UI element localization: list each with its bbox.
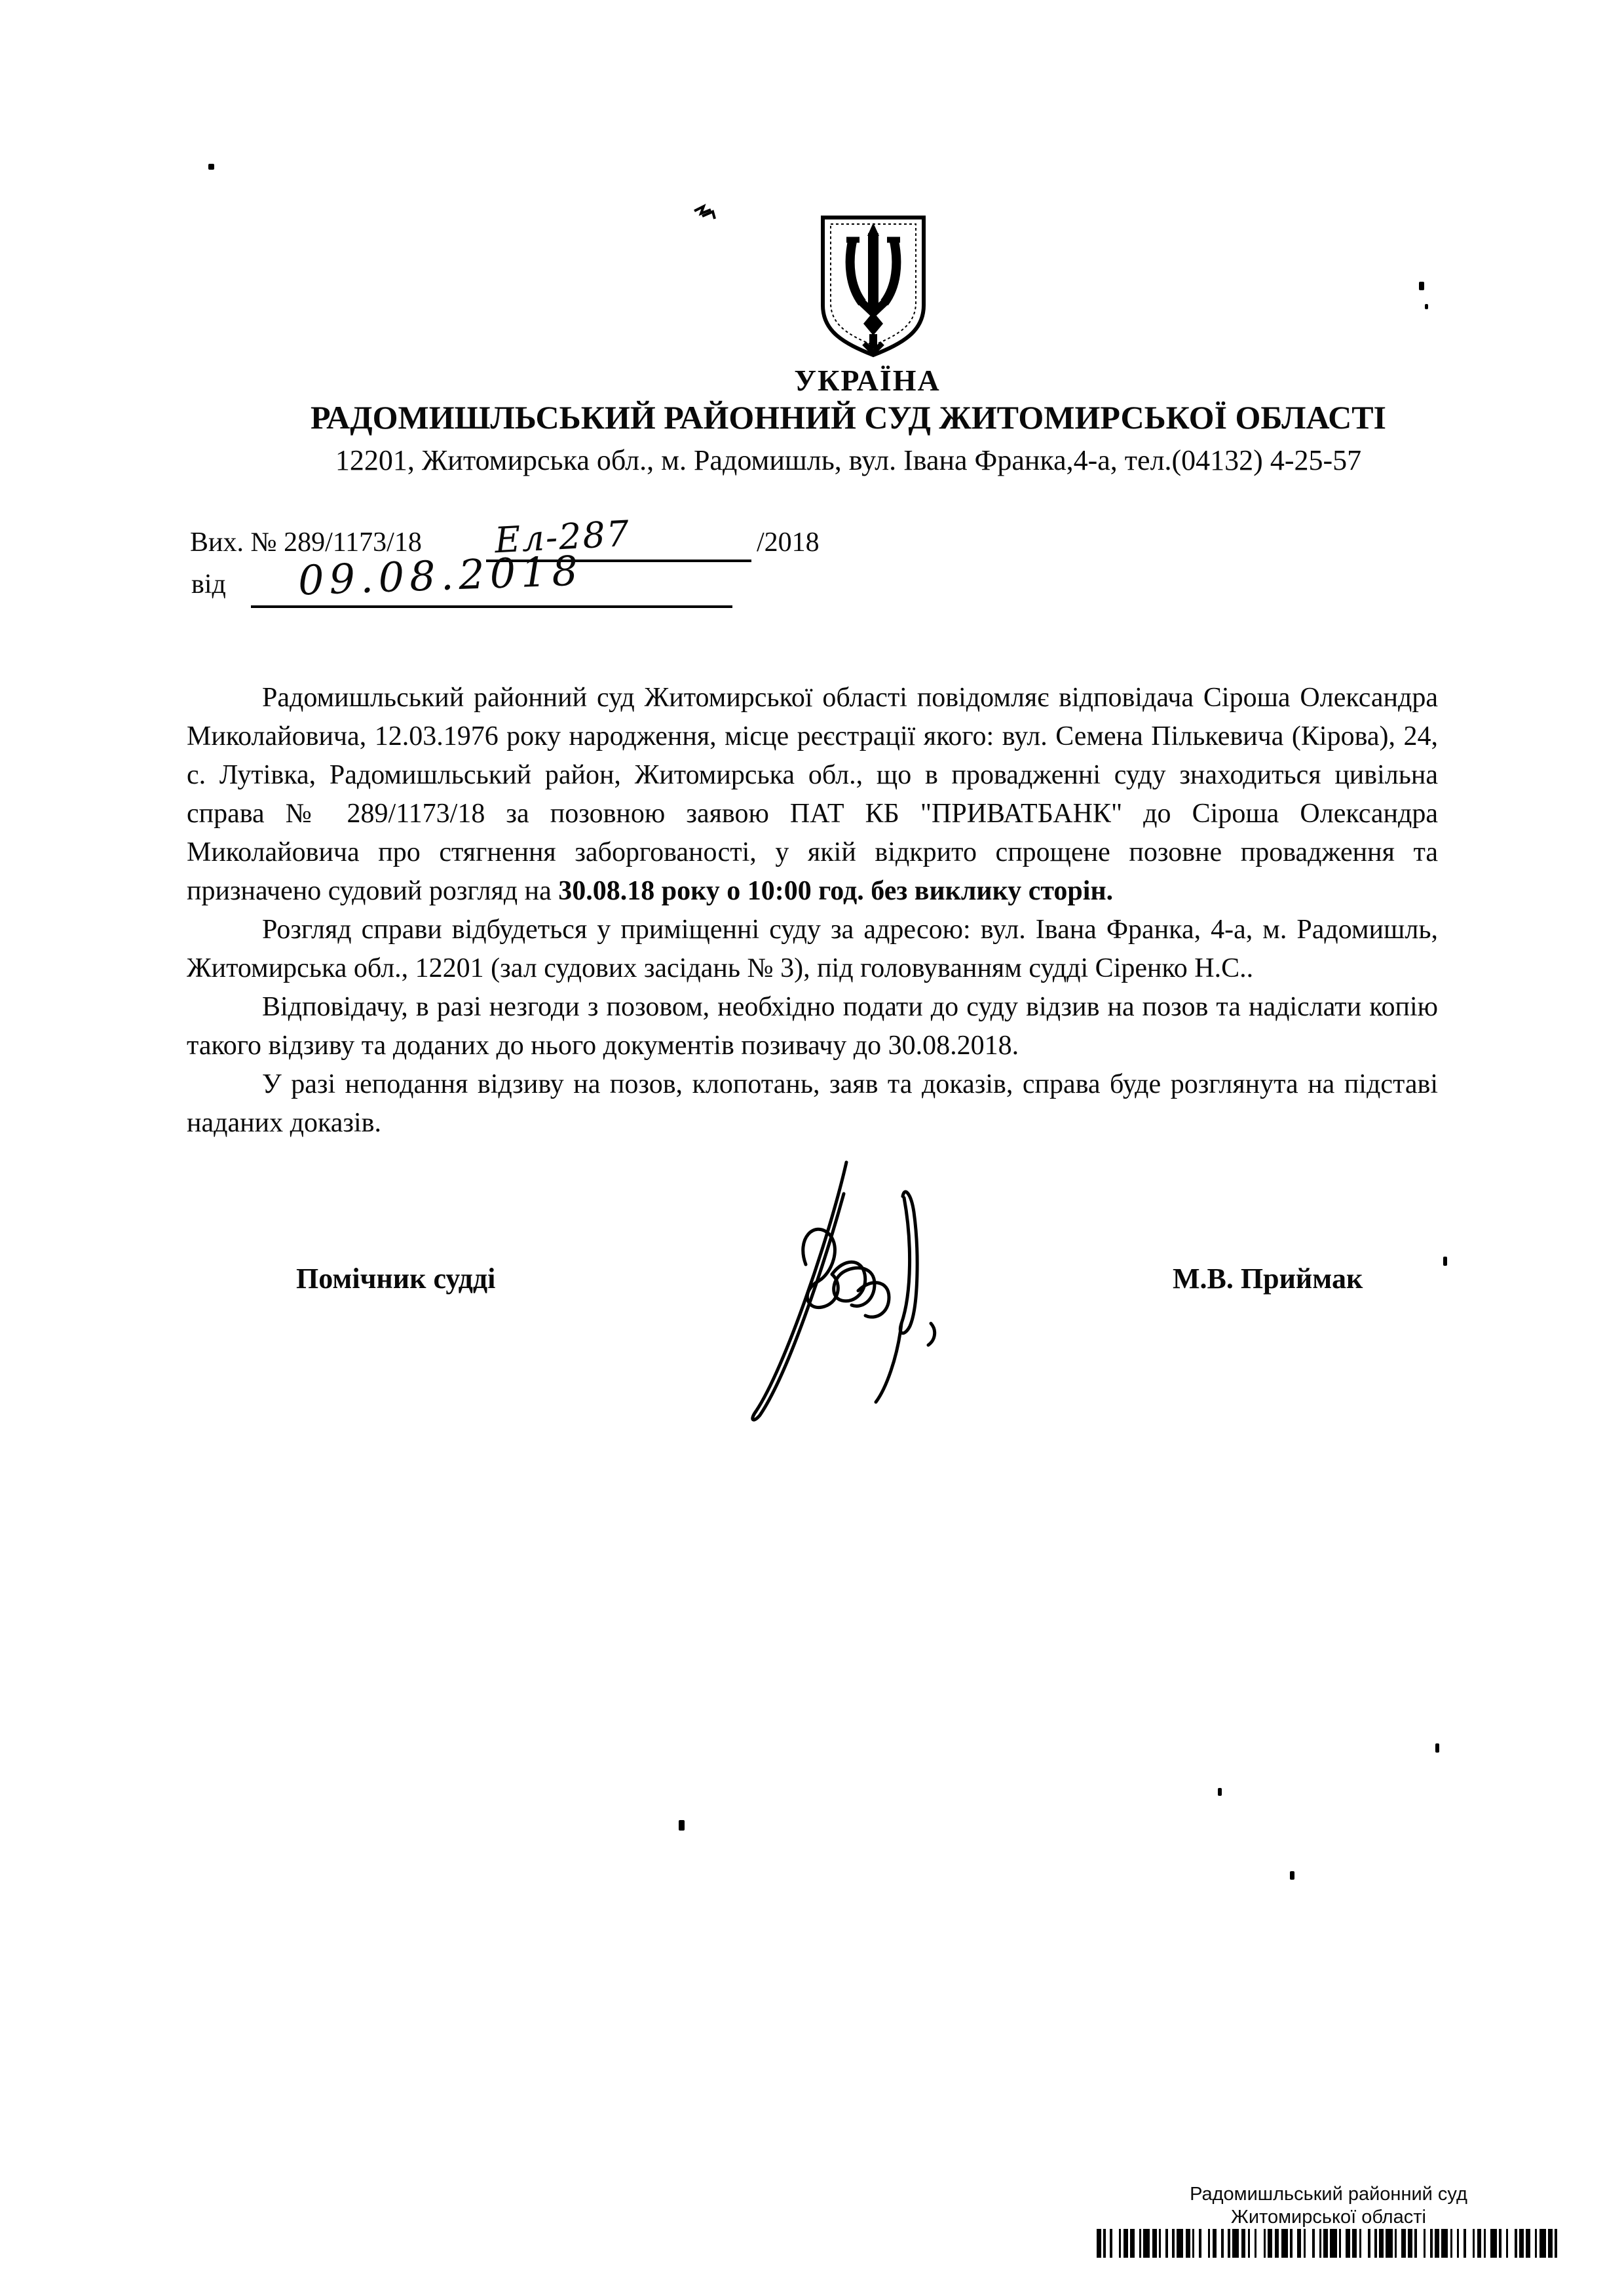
ukraine-trident-emblem <box>818 214 929 359</box>
handwritten-signature <box>708 1158 956 1427</box>
barcode <box>1097 2229 1560 2258</box>
date-label: від <box>191 569 226 599</box>
ink-speck <box>1425 304 1428 309</box>
ink-speck <box>1290 1871 1294 1880</box>
ink-speck <box>208 164 214 170</box>
footer-court-line1: Радомишльський районний суд <box>1190 2184 1467 2205</box>
ink-scribble <box>693 203 719 224</box>
paragraph-response-requirement: Відповідачу, в разі незгоди з позовом, необхідно подати до суду відзив на позов та надіслати копію такого відзиву та доданих до нього документів позивачу до 30.08.2018. <box>187 992 1438 1061</box>
paragraph-case-notice-text: Радомишльський районний суд Житомирської області повідомляє відповідача Сіроша Олександра Миколайовича, 12.03.1976 року народження, місце реєстрації якого: вул. Семена Пількевича (Кірова), 24, с. Лутівка, Радомишльський район, Житомирська обл., що в провадженні суду знаходиться цивільна справа № 289/1173/18 за позовною заявою ПАТ КБ "ПРИВАТБАНК" до Сіроша Олександра Миколайовича про стягнення заборгованості, у якій відкрито спрощене позовне провадження та призначено судовий розгляд на <box>187 683 1438 906</box>
court-name-heading: РАДОМИШЛЬСЬКИЙ РАЙОННИЙ СУД ЖИТОМИРСЬКОЇ ОБЛАСТІ <box>310 399 1387 436</box>
ink-speck <box>679 1820 685 1831</box>
signer-position-title: Помічник судді <box>296 1263 496 1295</box>
outgoing-number-year-suffix: /2018 <box>757 527 820 558</box>
letter-body <box>187 679 1438 1143</box>
country-title: УКРАЇНА <box>794 364 941 397</box>
hearing-date-bold-text: 30.08.18 року о 10:00 год. без виклику сторін. <box>558 876 1114 906</box>
ink-speck <box>1443 1257 1447 1266</box>
paragraph-case-notice <box>187 679 1438 911</box>
paragraph-hearing-location: Розгляд справи відбудеться у приміщенні суду за адресою: вул. Івана Франка, 4-а, м. Радомишль, Житомирська обл., 12201 (зал судових засідань № 3), під головуванням судді Сіренко Н.С.. <box>187 915 1438 983</box>
ink-speck <box>1218 1788 1222 1796</box>
court-address: 12201, Житомирська обл., м. Радомишль, вул. Івана Франка,4-а, тел.(04132) 4-25-57 <box>335 444 1362 476</box>
outgoing-number-label: Вих. № 289/1173/18 <box>190 527 422 558</box>
footer-court-line2: Житомирської області <box>1231 2207 1426 2228</box>
handwritten-date: 09.08.2018 <box>297 546 584 605</box>
paragraph-default-consequence: У разі неподання відзиву на позов, клопотань, заяв та доказів, справа буде розглянута на підставі наданих доказів. <box>187 1069 1438 1138</box>
footer-court-block <box>1087 2183 1570 2229</box>
signer-name: М.В. Приймак <box>1173 1263 1363 1295</box>
ink-speck <box>1419 282 1424 290</box>
handwritten-outgoing-number: Ел-287 <box>493 512 632 561</box>
ink-speck <box>1435 1743 1439 1753</box>
